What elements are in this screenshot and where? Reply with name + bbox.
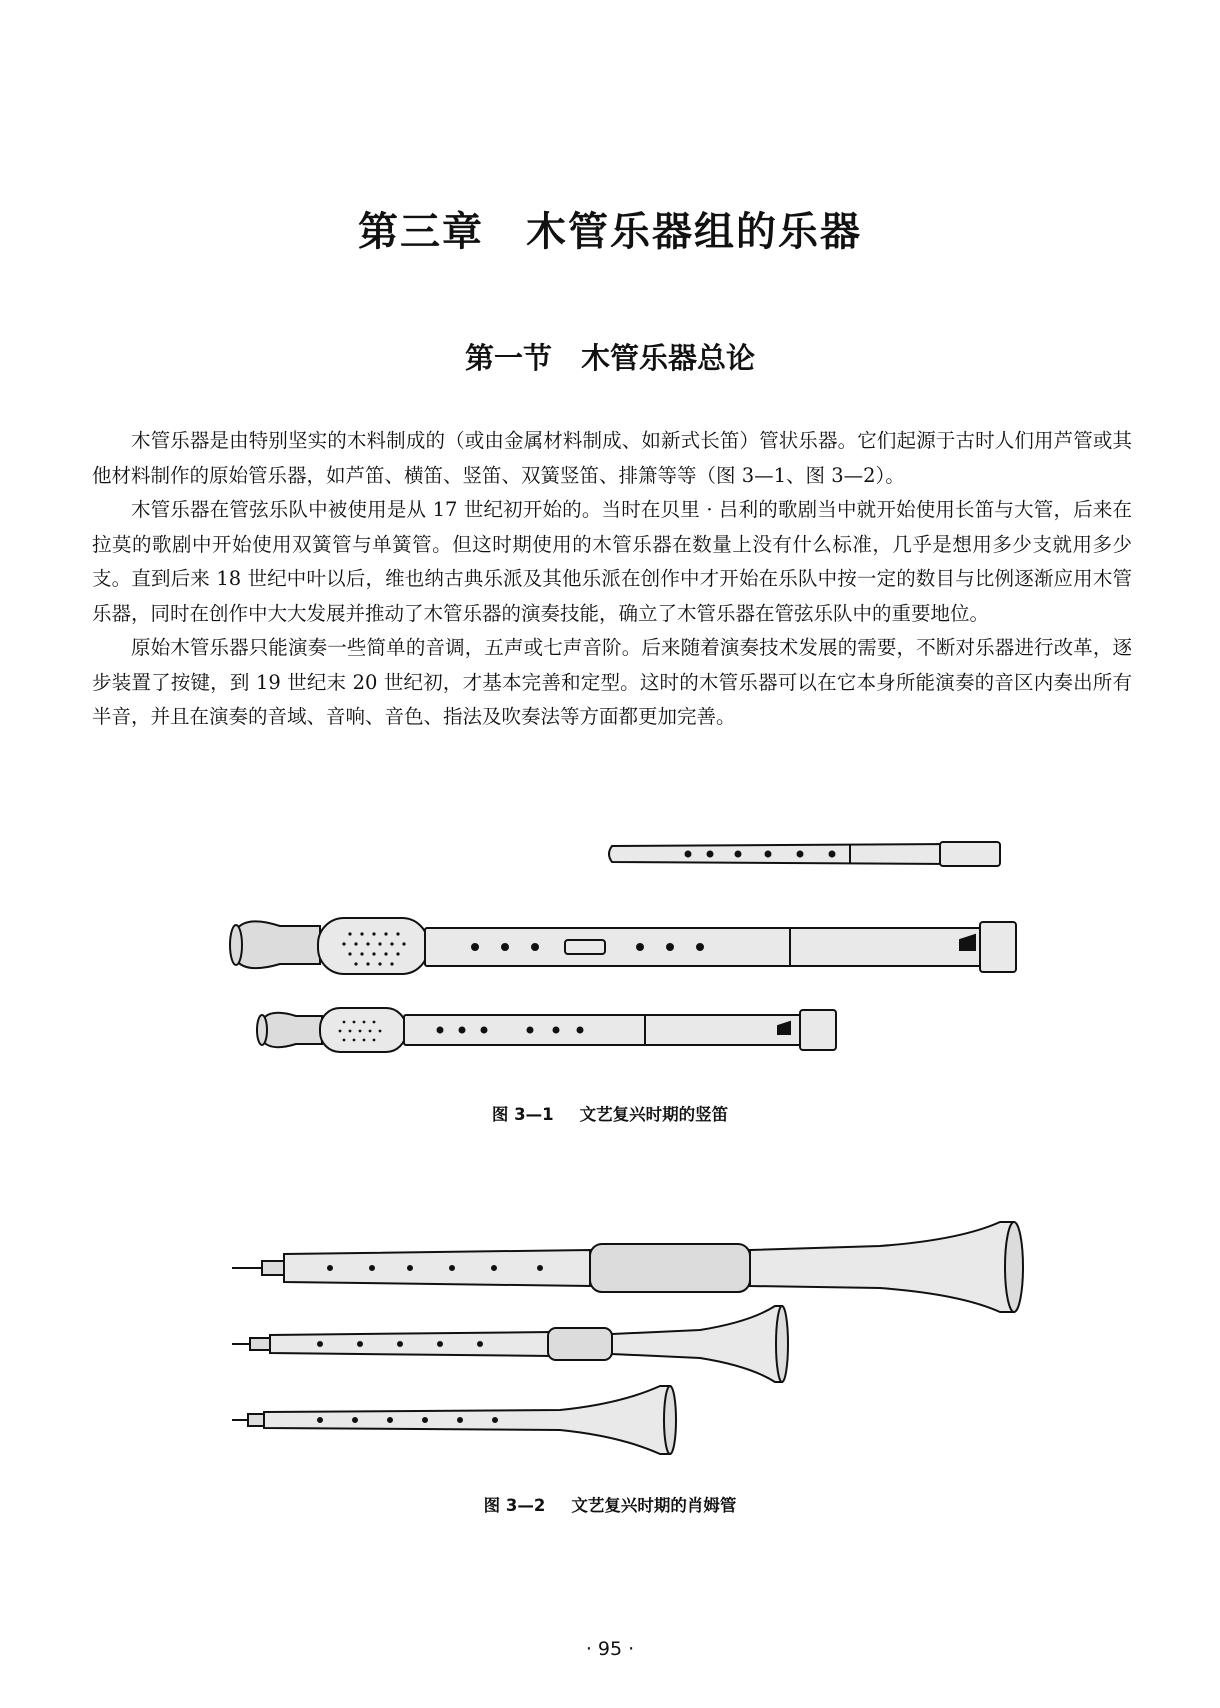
figure-caption-text-1: 文艺复兴时期的竖笛 <box>579 1105 729 1124</box>
bass-recorder-drawing <box>257 1008 836 1052</box>
figure-shawms <box>0 1210 1220 1530</box>
chapter-title: 第三章 木管乐器组的乐器 <box>358 209 862 255</box>
figure-recorders <box>0 830 1220 1140</box>
paragraph-1: 木管乐器是由特别坚实的木料制成的（或由金属材料制成、如新式长笛）管状乐器。它们起源于古时人们用芦管或其他材料制作的原始管乐器，如芦笛、横笛、竖笛、双簧竖笛、排箫等等（图 3—1、图 3—2）。 <box>92 429 1132 487</box>
small-recorder-drawing <box>609 842 1000 866</box>
body-text <box>92 424 1132 735</box>
shawms-illustration <box>0 1210 1220 1480</box>
figure-caption-text-2: 文艺复兴时期的肖姆管 <box>571 1496 737 1515</box>
recorders-illustration <box>0 830 1220 1100</box>
figure-number-1: 图 3—1 <box>491 1105 554 1124</box>
figure-caption-1 <box>0 1101 1220 1125</box>
figure-caption-2 <box>0 1492 1220 1516</box>
bass-shawm-drawing <box>232 1222 1023 1312</box>
paragraph-3: 原始木管乐器只能演奏一些简单的音调，五声或七声音阶。后来随着演奏技术发展的需要，不断对乐器进行改革，逐步装置了按键，到 19 世纪末 20 世纪初，才基本完善和定型。这时的木管乐器可以在它本身所能演奏的音区内奏出所有半音，并且在演奏的音域、音响、音色、指法及吹奏法等方面都更加完善。 <box>92 636 1132 728</box>
treble-shawm-drawing <box>232 1386 676 1454</box>
great-bass-recorder-drawing <box>230 918 1016 974</box>
page-number: · 95 · <box>585 1638 635 1660</box>
section-title: 第一节 木管乐器总论 <box>464 341 755 375</box>
figure-number-2: 图 3—2 <box>483 1496 546 1515</box>
paragraph-2: 木管乐器在管弦乐队中被使用是从 17 世纪初开始的。当时在贝里 · 吕利的歌剧当中就开始使用长笛与大管，后来在拉莫的歌剧中开始使用双簧管与单簧管。但这时期使用的木管乐器在数量上没有什么标准，几乎是想用多少支就用多少支。直到后来 18 世纪中叶以后，维也纳古典乐派及其他乐派在创作中才开始在乐队中按一定的数目与比例逐渐应用木管乐器，同时在创作中大大发展并推动了木管乐器的演奏技能，确立了木管乐器在管弦乐队中的重要地位。 <box>92 498 1132 625</box>
tenor-shawm-drawing <box>232 1306 788 1382</box>
